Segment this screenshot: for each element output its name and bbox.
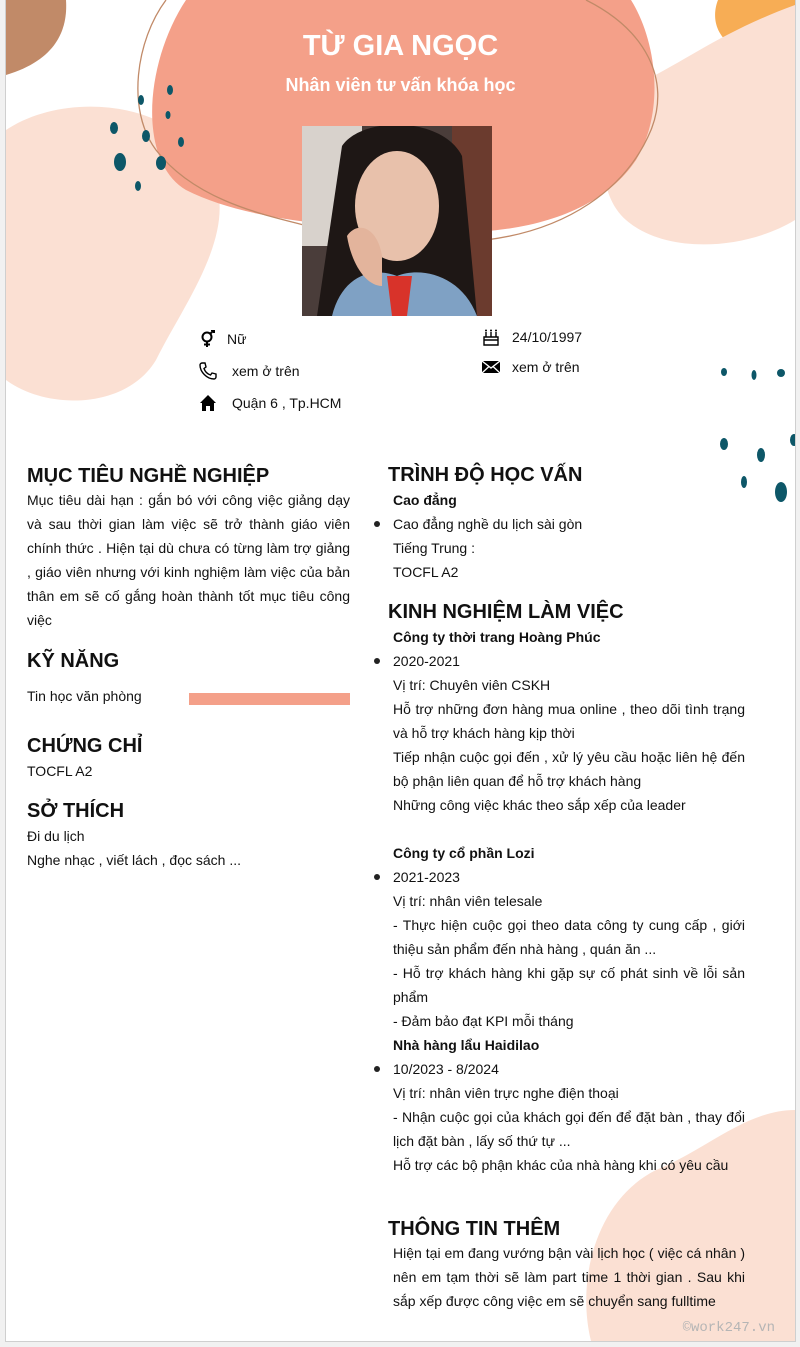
home-icon [199,394,217,412]
cv-page [5,0,796,1342]
education-degree: Cao đẳng [393,492,457,508]
hobbies-list [27,824,241,872]
gender-field [199,330,246,348]
email-field [482,358,580,376]
job-line: Hỗ trợ những đơn hàng mua online , theo dõi tình trạng và hỗ trợ khách hàng kịp thời [393,701,745,741]
gender-value: Nữ [227,331,247,347]
hobby-item: Đi du lịch [27,828,85,844]
education-block [393,488,745,584]
education-line: Tiếng Trung : [393,540,475,556]
education-heading: TRÌNH ĐỘ HỌC VẤN [388,464,583,486]
job-period: 10/2023 - 8/2024 [393,1057,745,1081]
additional-info-text: Hiện tại em đang vướng bận vài lịch học ( việc cá nhân ) nên em tạm thời sẽ làm part time 1 thời gian . Sau khi sắp xếp được công việc em sẽ chuyển sang fulltime [393,1245,745,1309]
birthday-cake-icon [482,328,500,346]
objective-text: Mục tiêu dài hạn : gắn bó với công việc giảng dạy và sau thời gian làm việc sẽ trở thành giáo viên chính thức . Hiện tại dù chưa có từng làm trợ giảng , giáo viên nhưng với kinh nghiệm làm việc của bản thân em sẽ cố gắng hoàn thành tốt mục tiêu công việc [27,492,350,628]
education-school: Cao đẳng nghề du lịch sài gòn [393,512,745,536]
skills-heading: KỸ NĂNG [27,650,120,672]
skill-level-bar [189,693,350,705]
job-line: Vị trí: nhân viên telesale [393,893,543,909]
phone-icon [199,362,217,380]
job-line: Tiếp nhận cuộc gọi đến , xử lý yêu cầu hoặc liên hệ đến bộ phận liên quan để hỗ trợ khách hàng [393,749,745,789]
gender-icon [199,330,217,348]
certificates-heading: CHỨNG CHỈ [27,735,143,757]
certificate-item: TOCFL A2 [27,763,93,779]
job-period: 2020-2021 [393,649,745,673]
additional-info-heading: THÔNG TIN THÊM [388,1218,561,1240]
address-value: Quận 6 , Tp.HCM [232,395,342,411]
address-field [199,394,341,412]
job-line: - Thực hiện cuộc gọi theo data công ty cung cấp , giới thiệu sản phẩm đến nhà hàng , quán ăn ... [393,917,745,957]
watermark: ©work247.vn [682,1320,775,1336]
phone-field [199,362,300,380]
birthday-field [482,328,582,346]
experience-heading: KINH NGHIỆM LÀM VIỆC [388,601,624,623]
job-company: Công ty cổ phần Lozi [393,845,535,861]
profile-photo [302,126,492,316]
job-line: Vị trí: nhân viên trực nghe điện thoại [393,1085,619,1101]
job-line: - Nhận cuộc gọi của khách gọi đến để đặt bàn , thay đổi lịch đặt bàn , lấy số thứ tự ... [393,1109,745,1149]
job-line: Hỗ trợ các bộ phận khác của nhà hàng khi có yêu cầu [393,1157,729,1173]
phone-value: xem ở trên [232,363,300,379]
hobby-item: Nghe nhạc , viết lách , đọc sách ... [27,852,242,868]
job-line: Vị trí: Chuyên viên CSKH [393,677,551,693]
job-line: - Hỗ trợ khách hàng khi gặp sự cố phát sinh về lỗi sản phẩm [393,965,745,1005]
job-company: Nhà hàng lẩu Haidilao [393,1037,540,1053]
job-company: Công ty thời trang Hoàng Phúc [393,629,601,645]
job-period: 2021-2023 [393,865,745,889]
skill-name: Tin học văn phòng [27,688,142,704]
objective-heading: MỤC TIÊU NGHỀ NGHIỆP [27,465,270,487]
experience-list [393,625,745,1177]
job-entry [393,1033,745,1177]
candidate-name: TỪ GIA NGỌC [302,30,499,62]
email-value: xem ở trên [512,359,580,375]
job-title: Nhân viên tư vấn khóa học [285,75,516,95]
job-entry [393,841,745,1033]
birthday-value: 24/10/1997 [512,329,583,345]
job-line: - Đảm bảo đạt KPI mỗi tháng [393,1013,574,1029]
hobbies-heading: SỞ THÍCH [27,800,125,822]
job-entry [393,625,745,817]
envelope-icon [482,358,500,376]
job-line: Những công việc khác theo sắp xếp của leader [393,797,686,813]
education-line: TOCFL A2 [393,564,459,580]
